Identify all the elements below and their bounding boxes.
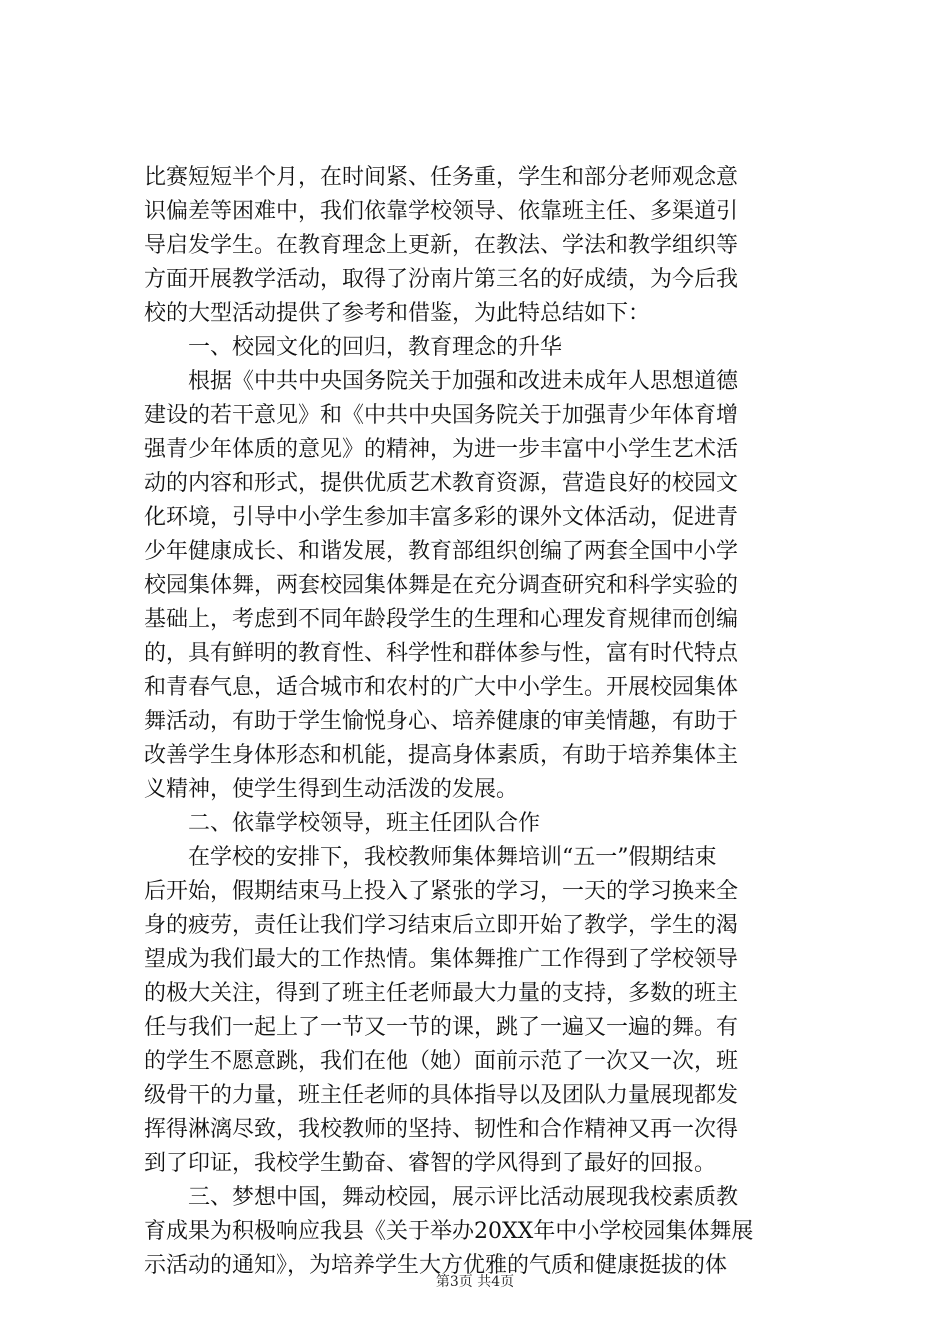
text-line: 和青春气息，适合城市和农村的广大中小学生。开展校园集体 [144, 675, 739, 700]
text-line: 基础上，考虑到不同年龄段学生的生理和心理发育规律而创编 [144, 607, 739, 632]
text-line: 育成果为积极响应我县《关于举办20XX年中小学校园集体舞展 [144, 1219, 754, 1244]
section-heading-1: 一、校园文化的回归，教育理念的升华 [144, 335, 563, 360]
section-heading-2: 二、依靠学校领导，班主任团队合作 [144, 811, 541, 836]
text-line: 比赛短短半个月，在时间紧、任务重，学生和部分老师观念意 [144, 165, 739, 190]
text-line: 动的内容和形式，提供优质艺术教育资源，营造良好的校园文 [144, 471, 739, 496]
text-line: 级骨干的力量，班主任老师的具体指导以及团队力量展现都发 [144, 1083, 739, 1108]
section-heading-3: 三、梦想中国，舞动校园，展示评比活动展现我校素质教 [144, 1185, 739, 1210]
text-line: 身的疲劳，责任让我们学习结束后立即开始了教学，学生的渴 [144, 913, 739, 938]
text-line: 任与我们一起上了一节又一节的课，跳了一遍又一遍的舞。有 [144, 1015, 739, 1040]
page-footer: 第3页 共4页 [435, 1274, 515, 1290]
text-line: 改善学生身体形态和机能，提高身体素质，有助于培养集体主 [144, 743, 739, 768]
text-line: 建设的若干意见》和《中共中央国务院关于加强青少年体育增 [144, 403, 739, 428]
text-line: 挥得淋漓尽致，我校教师的坚持、韧性和合作精神又再一次得 [144, 1117, 739, 1142]
text-line: 后开始，假期结束马上投入了紧张的学习，一天的学习换来全 [144, 879, 739, 904]
text-line: 校园集体舞，两套校园集体舞是在充分调查研究和科学实验的 [144, 573, 739, 598]
text-line: 的，具有鲜明的教育性、科学性和群体参与性，富有时代特点 [144, 641, 739, 666]
text-line: 识偏差等困难中，我们依靠学校领导、依靠班主任、多渠道引 [144, 199, 739, 224]
text-line: 的学生不愿意跳，我们在他（她）面前示范了一次又一次，班 [144, 1049, 739, 1074]
text-line: 的极大关注，得到了班主任老师最大力量的支持，多数的班主 [144, 981, 739, 1006]
text-line: 示活动的通知》，为培养学生大方优雅的气质和健康挺拔的体 [144, 1253, 728, 1278]
document-body [144, 161, 819, 1283]
text-line: 校的大型活动提供了参考和借鉴，为此特总结如下： [144, 301, 651, 326]
text-line: 少年健康成长、和谐发展，教育部组织创编了两套全国中小学 [144, 539, 739, 564]
text-line: 强青少年体质的意见》的精神，为进一步丰富中小学生艺术活 [144, 437, 739, 462]
text-line: 义精神，使学生得到生动活泼的发展。 [144, 777, 519, 802]
text-line: 导启发学生。在教育理念上更新，在教法、学法和教学组织等 [144, 233, 739, 258]
text-line: 望成为我们最大的工作热情。集体舞推广工作得到了学校领导 [144, 947, 739, 972]
text-line: 化环境，引导中小学生参加丰富多彩的课外文体活动，促进青 [144, 505, 739, 530]
text-line: 到了印证，我校学生勤奋、睿智的学风得到了最好的回报。 [144, 1151, 717, 1176]
text-line: 方面开展教学活动，取得了汾南片第三名的好成绩，为今后我 [144, 267, 739, 292]
text-line: 根据《中共中央国务院关于加强和改进未成年人思想道德 [144, 369, 739, 394]
text-line: 舞活动，有助于学生愉悦身心、培养健康的审美情趣，有助于 [144, 709, 739, 734]
text-line: 在学校的安排下，我校教师集体舞培训“五一”假期结束 [144, 845, 717, 870]
